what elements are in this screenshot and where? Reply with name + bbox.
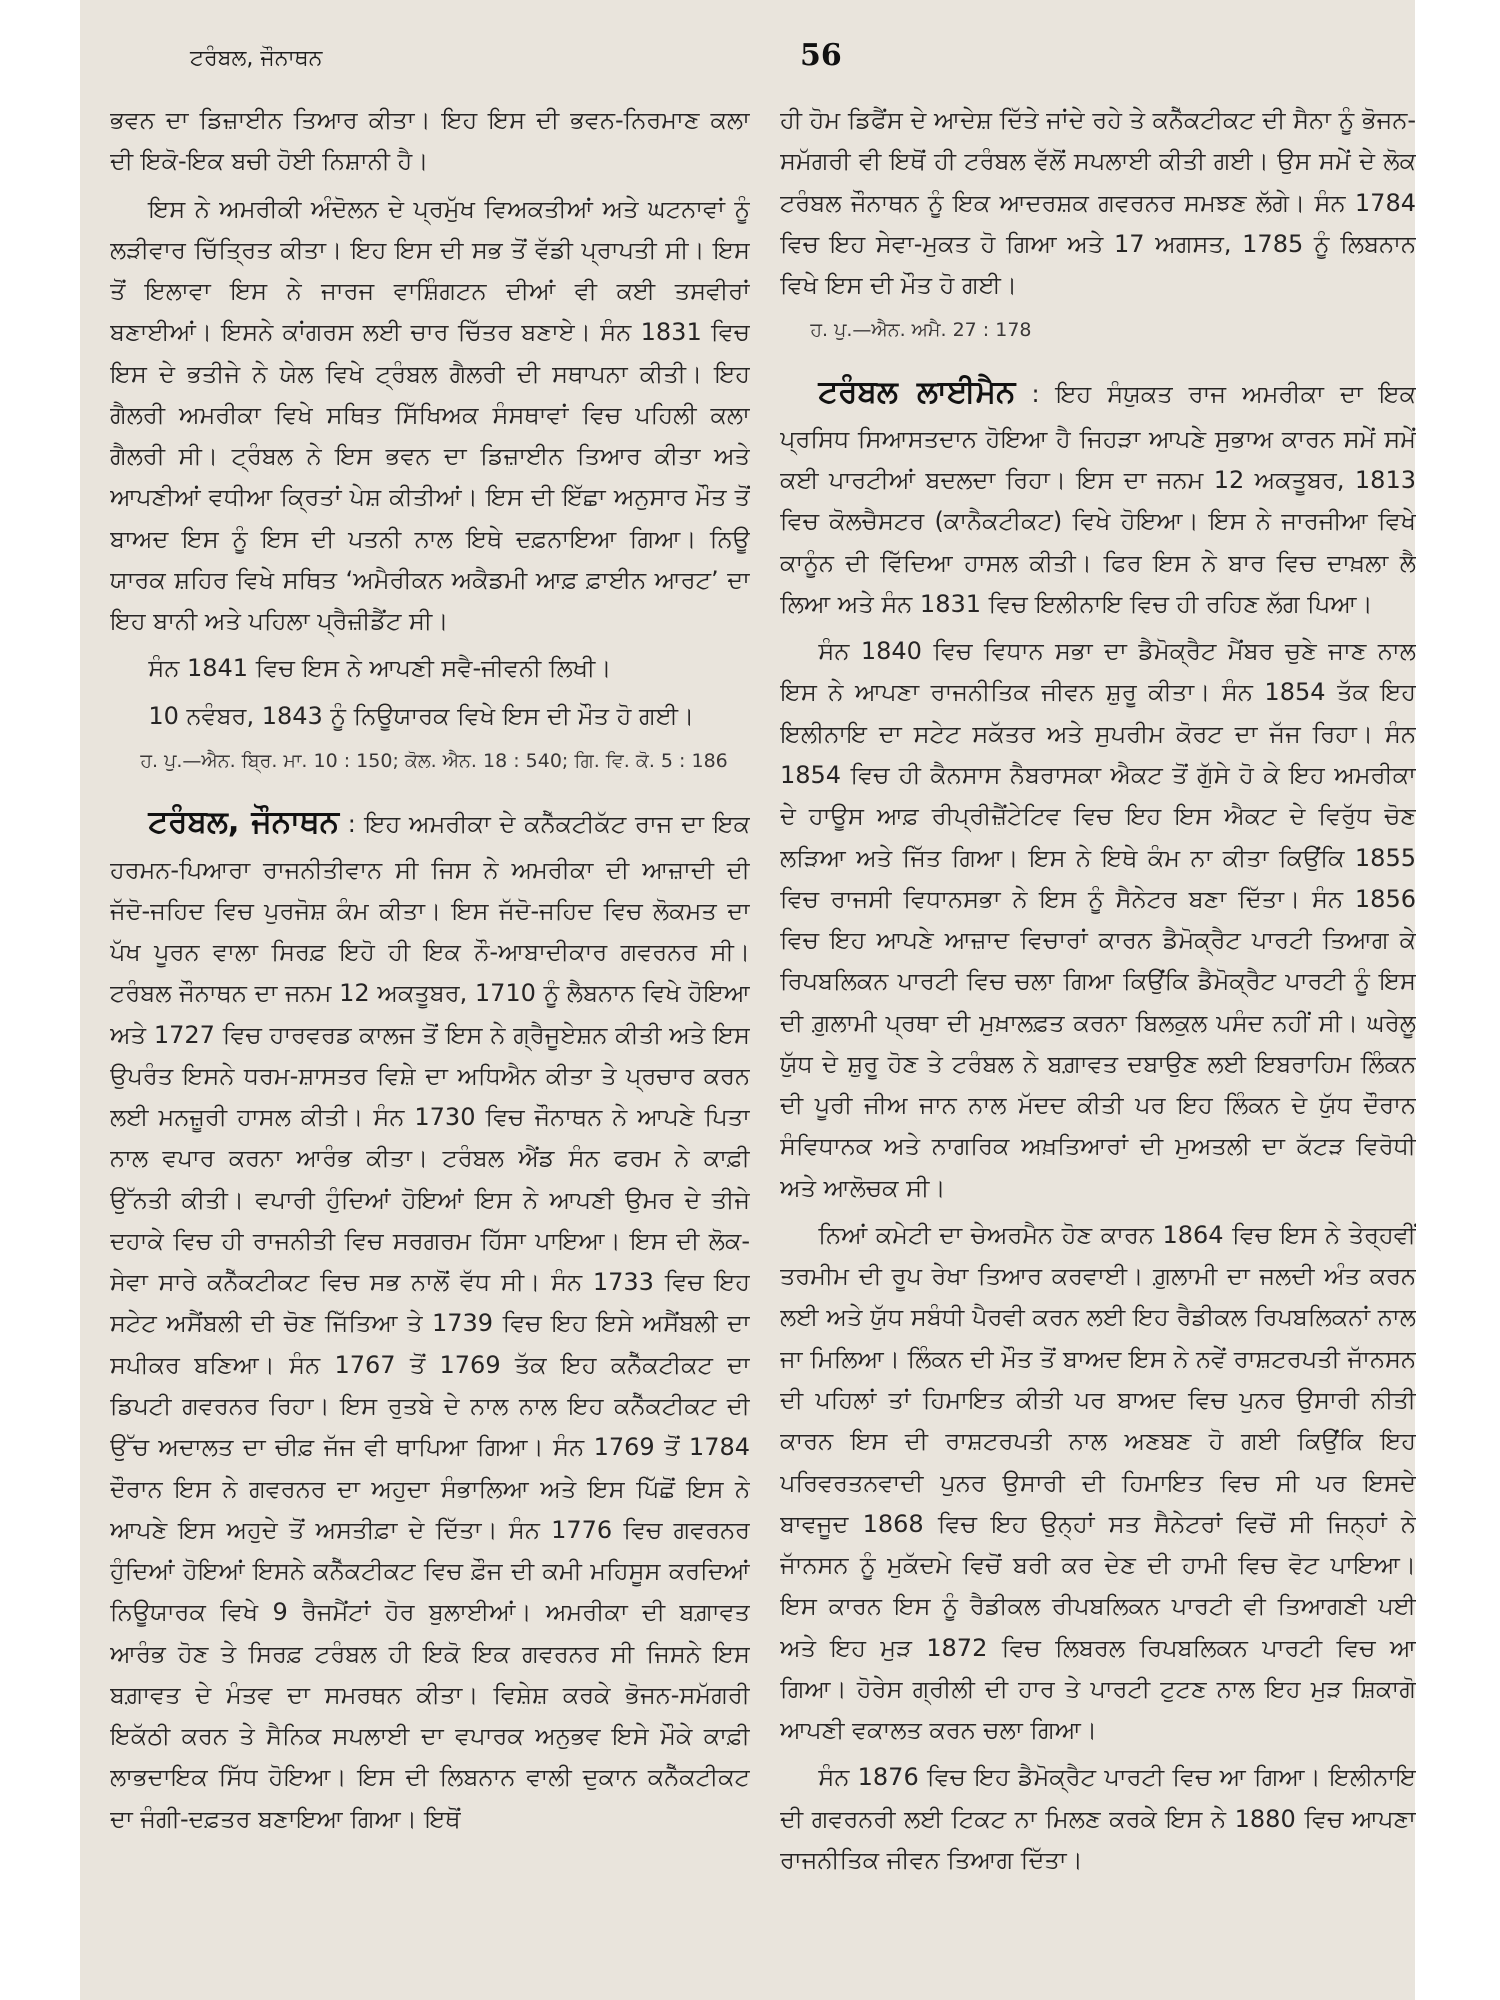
paragraph: 10 ਨਵੰਬਰ, 1843 ਨੂੰ ਨਿਊਯਾਰਕ ਵਿਖੇ ਇਸ ਦੀ ਮੌਤ ਹੋ ਗਈ। — [148, 701, 695, 730]
paragraph: ਸੰਨ 1876 ਵਿਚ ਇਹ ਡੈਮੋਕ੍ਰੈਟ ਪਾਰਟੀ ਵਿਚ ਆ ਗਿਆ। ਇਲੀਨਾਇ ਦੀ ਗਵਰਨਰੀ ਲਈ ਟਿਕਟ ਨਾ ਮਿਲਣ ਕਰਕੇ ਇਸ ਨੇ 1880 ਵਿਚ ਆਪਣਾ ਰਾਜਨੀਤਿਕ ਜੀਵਨ ਤਿਆਗ ਦਿੱਤਾ। — [780, 1763, 1416, 1874]
paragraph: ਨਿਆਂ ਕਮੇਟੀ ਦਾ ਚੇਅਰਮੈਨ ਹੋਣ ਕਾਰਨ 1864 ਵਿਚ ਇਸ ਨੇ ਤੇਰ੍ਹਵੀਂ ਤਰਮੀਮ ਦੀ ਰੂਪ ਰੇਖਾ ਤਿਆਰ ਕਰਵਾਈ। ਗ਼ੁਲਾਮੀ ਦਾ ਜਲਦੀ ਅੰਤ ਕਰਨ ਲਈ ਅਤੇ ਯੁੱਧ ਸਬੰਧੀ ਪੈਰਵੀ ਕਰਨ ਲਈ ਇਹ ਰੈਡੀਕਲ ਰਿਪਬਲਿਕਨਾਂ ਨਾਲ ਜਾ ਮਿਲਿਆ। ਲਿੰਕਨ ਦੀ ਮੌਤ ਤੋਂ ਬਾਅਦ ਇਸ ਨੇ ਨਵੇਂ ਰਾਸ਼ਟਰਪਤੀ ਜਾੱਨਸਨ ਦੀ ਪਹਿਲਾਂ ਤਾਂ ਹਿਮਾਇਤ ਕੀਤੀ ਪਰ ਬਾਅਦ ਵਿਚ ਪੁਨਰ ਉਸਾਰੀ ਨੀਤੀ ਕਾਰਨ ਇਸ ਦੀ ਰਾਸ਼ਟਰਪਤੀ ਨਾਲ ਅਣਬਣ ਹੋ ਗਈ ਕਿਉਂਕਿ ਇਹ ਪਰਿਵਰਤਨਵਾਦੀ ਪੁਨਰ ਉਸਾਰੀ ਦੀ ਹਿਮਾਇਤ ਵਿਚ ਸੀ ਪਰ ਇਸਦੇ ਬਾਵਜੂਦ 1868 ਵਿਚ ਇਹ ਉਨ੍ਹਾਂ ਸਤ ਸੈਨੇਟਰਾਂ ਵਿਚੋਂ ਸੀ ਜਿਨ੍ਹਾਂ ਨੇ ਜਾੱਨਸਨ ਨੂੰ ਮੁਕੱਦਮੇ ਵਿਚੋਂ ਬਰੀ ਕਰ ਦੇਣ ਦੀ ਹਾਮੀ ਵਿਚ ਵੋਟ ਪਾਇਆ। ਇਸ ਕਾਰਨ ਇਸ ਨੂੰ ਰੈਡੀਕਲ ਰੀਪਬਲਿਕਨ ਪਾਰਟੀ ਵੀ ਤਿਆਗਣੀ ਪਈ ਅਤੇ ਇਹ ਮੁੜ 1872 ਵਿਚ ਲਿਬਰਲ ਰਿਪਬਲਿਕਨ ਪਾਰਟੀ ਵਿਚ ਆ ਗਿਆ। ਹੋਰੇਸ ਗ੍ਰੀਲੀ ਦੀ ਹਾਰ ਤੇ ਪਾਰਟੀ ਟੁਟਣ ਨਾਲ ਇਹ ਮੁੜ ਸ਼ਿਕਾਗੋ ਆਪਣੀ ਵਕਾਲਤ ਕਰਨ ਚਲਾ ਗਿਆ। — [780, 1220, 1416, 1745]
right-column — [780, 100, 1416, 1990]
entry-headword: ਟਰੰਬਲ ਲਾਈਮੈਨ — [818, 373, 1016, 410]
entry-trumbull-jonathan — [110, 796, 750, 1840]
paragraph: ਭਵਨ ਦਾ ਡਿਜ਼ਾਈਨ ਤਿਆਰ ਕੀਤਾ। ਇਹ ਇਸ ਦੀ ਭਵਨ-ਨਿਰਮਾਣ ਕਲਾ ਦੀ ਇਕੋ-ਇਕ ਬਚੀ ਹੋਈ ਨਿਸ਼ਾਨੀ ਹੈ। — [110, 106, 750, 176]
left-column — [110, 100, 750, 1990]
reference-citation: ਹ. ਪੁ.—ਐਨ. ਅਮੈ. 27 : 178 — [810, 319, 1032, 342]
paragraph: ਸੰਨ 1840 ਵਿਚ ਵਿਧਾਨ ਸਭਾ ਦਾ ਡੈਮੋਕ੍ਰੈਟ ਮੈਂਬਰ ਚੁਣੇ ਜਾਣ ਨਾਲ ਇਸ ਨੇ ਆਪਣਾ ਰਾਜਨੀਤਿਕ ਜੀਵਨ ਸ਼ੁਰੂ ਕੀਤਾ। ਸੰਨ 1854 ਤੱਕ ਇਹ ਇਲੀਨਾਇ ਦਾ ਸਟੇਟ ਸਕੱਤਰ ਅਤੇ ਸੁਪਰੀਮ ਕੋਰਟ ਦਾ ਜੱਜ ਰਿਹਾ। ਸੰਨ 1854 ਵਿਚ ਹੀ ਕੈਨਸਾਸ ਨੈਬਰਾਸਕਾ ਐਕਟ ਤੋਂ ਗੁੱਸੇ ਹੋ ਕੇ ਇਹ ਅਮਰੀਕਾ ਦੇ ਹਾਊਸ ਆਫ਼ ਰੀਪ੍ਰੀਜ਼ੈਂਟੇਟਿਵ ਵਿਚ ਇਹ ਇਸ ਐਕਟ ਦੇ ਵਿਰੁੱਧ ਚੋਣ ਲੜਿਆ ਅਤੇ ਜਿੱਤ ਗਿਆ। ਇਸ ਨੇ ਇਥੇ ਕੰਮ ਨਾ ਕੀਤਾ ਕਿਉਂਕਿ 1855 ਵਿਚ ਰਾਜਸੀ ਵਿਧਾਨਸਭਾ ਨੇ ਇਸ ਨੂੰ ਸੈਨੇਟਰ ਬਣਾ ਦਿੱਤਾ। ਸੰਨ 1856 ਵਿਚ ਇਹ ਆਪਣੇ ਆਜ਼ਾਦ ਵਿਚਾਰਾਂ ਕਾਰਨ ਡੈਮੋਕ੍ਰੈਟ ਪਾਰਟੀ ਤਿਆਗ ਕੇ ਰਿਪਬਲਿਕਨ ਪਾਰਟੀ ਵਿਚ ਚਲਾ ਗਿਆ ਕਿਉਂਕਿ ਡੈਮੋਕ੍ਰੈਟ ਪਾਰਟੀ ਨੂੰ ਇਸ ਦੀ ਗ਼ੁਲਾਮੀ ਪ੍ਰਥਾ ਦੀ ਮੁਖ਼ਾਲਫ਼ਤ ਕਰਨਾ ਬਿਲਕੁਲ ਪਸੰਦ ਨਹੀਂ ਸੀ। ਘਰੇਲੂ ਯੁੱਧ ਦੇ ਸ਼ੁਰੂ ਹੋਣ ਤੇ ਟਰੰਬਲ ਨੇ ਬਗ਼ਾਵਤ ਦਬਾਉਣ ਲਈ ਇਬਰਾਹਿਮ ਲਿੰਕਨ ਦੀ ਪੂਰੀ ਜੀਅ ਜਾਨ ਨਾਲ ਮੱਦਦ ਕੀਤੀ ਪਰ ਇਹ ਲਿੰਕਨ ਦੇ ਯੁੱਧ ਦੌਰਾਨ ਸੰਵਿਧਾਨਕ ਅਤੇ ਨਾਗਰਿਕ ਅਖ਼ਤਿਆਰਾਂ ਦੀ ਮੁਅਤਲੀ ਦਾ ਕੱਟੜ ਵਿਰੋਧੀ ਅਤੇ ਆਲੋਚਕ ਸੀ। — [780, 637, 1416, 1202]
entry-body: : ਇਹ ਅਮਰੀਕਾ ਦੇ ਕਨੈੱਕਟੀਕੱਟ ਰਾਜ ਦਾ ਇਕ ਹਰਮਨ-ਪਿਆਰਾ ਰਾਜਨੀਤੀਵਾਨ ਸੀ ਜਿਸ ਨੇ ਅਮਰੀਕਾ ਦੀ ਆਜ਼ਾਦੀ ਦੀ ਜੱਦੋ-ਜਹਿਦ ਵਿਚ ਪੁਰਜੋਸ਼ ਕੰਮ ਕੀਤਾ। ਇਸ ਜੱਦੋ-ਜਹਿਦ ਵਿਚ ਲੋਕਮਤ ਦਾ ਪੱਖ ਪੂਰਨ ਵਾਲਾ ਸਿਰਫ਼ ਇਹੋ ਹੀ ਇਕ ਨੌ-ਆਬਾਦੀਕਾਰ ਗਵਰਨਰ ਸੀ। ਟਰੰਬਲ ਜੌਨਾਥਨ ਦਾ ਜਨਮ 12 ਅਕਤੂਬਰ, 1710 ਨੂੰ ਲੈਬਨਾਨ ਵਿਖੇ ਹੋਇਆ ਅਤੇ 1727 ਵਿਚ ਹਾਰਵਰਡ ਕਾਲਜ ਤੋਂ ਇਸ ਨੇ ਗ੍ਰੈਜੂਏਸ਼ਨ ਕੀਤੀ ਅਤੇ ਇਸ ਉਪਰੰਤ ਇਸਨੇ ਧਰਮ-ਸ਼ਾਸਤਰ ਵਿਸ਼ੇ ਦਾ ਅਧਿਐਨ ਕੀਤਾ ਤੇ ਪ੍ਰਚਾਰ ਕਰਨ ਲਈ ਮਨਜ਼ੂਰੀ ਹਾਸਲ ਕੀਤੀ। ਸੰਨ 1730 ਵਿਚ ਜੌਨਾਥਨ ਨੇ ਆਪਣੇ ਪਿਤਾ ਨਾਲ ਵਪਾਰ ਕਰਨਾ ਆਰੰਭ ਕੀਤਾ। ਟਰੰਬਲ ਐਂਡ ਸੰਨ ਫਰਮ ਨੇ ਕਾਫ਼ੀ ਉੱਨਤੀ ਕੀਤੀ। ਵਪਾਰੀ ਹੁੰਦਿਆਂ ਹੋਇਆਂ ਇਸ ਨੇ ਆਪਣੀ ਉਮਰ ਦੇ ਤੀਜੇ ਦਹਾਕੇ ਵਿਚ ਹੀ ਰਾਜਨੀਤੀ ਵਿਚ ਸਰਗਰਮ ਹਿੱਸਾ ਪਾਇਆ। ਇਸ ਦੀ ਲੋਕ-ਸੇਵਾ ਸਾਰੇ ਕਨੈੱਕਟੀਕਟ ਵਿਚ ਸਭ ਨਾਲੋਂ ਵੱਧ ਸੀ। ਸੰਨ 1733 ਵਿਚ ਇਹ ਸਟੇਟ ਅਸੈਂਬਲੀ ਦੀ ਚੋਣ ਜਿੱਤਿਆ ਤੇ 1739 ਵਿਚ ਇਹ ਇਸੇ ਅਸੈਂਬਲੀ ਦਾ ਸਪੀਕਰ ਬਣਿਆ। ਸੰਨ 1767 ਤੋਂ 1769 ਤੱਕ ਇਹ ਕਨੈੱਕਟੀਕਟ ਦਾ ਡਿਪਟੀ ਗਵਰਨਰ ਰਿਹਾ। ਇਸ ਰੁਤਬੇ ਦੇ ਨਾਲ ਨਾਲ ਇਹ ਕਨੈੱਕਟੀਕਟ ਦੀ ਉੱਚ ਅਦਾਲਤ ਦਾ ਚੀਫ਼ ਜੱਜ ਵੀ ਥਾਪਿਆ ਗਿਆ। ਸੰਨ 1769 ਤੋਂ 1784 ਦੌਰਾਨ ਇਸ ਨੇ ਗਵਰਨਰ ਦਾ ਅਹੁਦਾ ਸੰਭਾਲਿਆ ਅਤੇ ਇਸ ਪਿੱਛੋਂ ਇਸ ਨੇ ਆਪਣੇ ਇਸ ਅਹੁਦੇ ਤੋਂ ਅਸਤੀਫ਼ਾ ਦੇ ਦਿੱਤਾ। ਸੰਨ 1776 ਵਿਚ ਗਵਰਨਰ ਹੁੰਦਿਆਂ ਹੋਇਆਂ ਇਸਨੇ ਕਨੈੱਕਟੀਕਟ ਵਿਚ ਫ਼ੌਜ ਦੀ ਕਮੀ ਮਹਿਸੂਸ ਕਰਦਿਆਂ ਨਿਊਯਾਰਕ ਵਿਖੇ 9 ਰੈਜਮੈਂਟਾਂ ਹੋਰ ਬੁਲਾਈਆਂ। ਅਮਰੀਕਾ ਦੀ ਬਗ਼ਾਵਤ ਆਰੰਭ ਹੋਣ ਤੇ ਸਿਰਫ਼ ਟਰੰਬਲ ਹੀ ਇਕੋ ਇਕ ਗਵਰਨਰ ਸੀ ਜਿਸਨੇ ਇਸ ਬਗ਼ਾਵਤ ਦੇ ਮੰਤਵ ਦਾ ਸਮਰਥਨ ਕੀਤਾ। ਵਿਸ਼ੇਸ਼ ਕਰਕੇ ਭੋਜਨ-ਸਮੱਗਰੀ ਇਕੱਠੀ ਕਰਨ ਤੇ ਸੈਨਿਕ ਸਪਲਾਈ ਦਾ ਵਪਾਰਕ ਅਨੁਭਵ ਇਸੇ ਮੌਕੇ ਕਾਫ਼ੀ ਲਾਭਦਾਇਕ ਸਿੱਧ ਹੋਇਆ। ਇਸ ਦੀ ਲਿਬਨਾਨ ਵਾਲੀ ਦੁਕਾਨ ਕਨੈੱਕਟੀਕਟ ਦਾ ਜੰਗੀ-ਦਫ਼ਤਰ ਬਣਾਇਆ ਗਿਆ। ਇਥੋਂ — [110, 810, 750, 1833]
paragraph: ਇਸ ਨੇ ਅਮਰੀਕੀ ਅੰਦੋਲਨ ਦੇ ਪ੍ਰਮੁੱਖ ਵਿਅਕਤੀਆਂ ਅਤੇ ਘਟਨਾਵਾਂ ਨੂੰ ਲੜੀਵਾਰ ਚਿੱਤ੍ਰਿਤ ਕੀਤਾ। ਇਹ ਇਸ ਦੀ ਸਭ ਤੋਂ ਵੱਡੀ ਪ੍ਰਾਪਤੀ ਸੀ। ਇਸ ਤੋਂ ਇਲਾਵਾ ਇਸ ਨੇ ਜਾਰਜ ਵਾਸ਼ਿੰਗਟਨ ਦੀਆਂ ਵੀ ਕਈ ਤਸਵੀਰਾਂ ਬਣਾਈਆਂ। ਇਸਨੇ ਕਾਂਗਰਸ ਲਈ ਚਾਰ ਚਿੱਤਰ ਬਣਾਏ। ਸੰਨ 1831 ਵਿਚ ਇਸ ਦੇ ਭਤੀਜੇ ਨੇ ਯੇਲ ਵਿਖੇ ਟ੍ਰੰਬਲ ਗੈਲਰੀ ਦੀ ਸਥਾਪਨਾ ਕੀਤੀ। ਇਹ ਗੈਲਰੀ ਅਮਰੀਕਾ ਵਿਖੇ ਸਥਿਤ ਸਿੱਖਿਅਕ ਸੰਸਥਾਵਾਂ ਵਿਚ ਪਹਿਲੀ ਕਲਾ ਗੈਲਰੀ ਸੀ। ਟ੍ਰੰਬਲ ਨੇ ਇਸ ਭਵਨ ਦਾ ਡਿਜ਼ਾਈਨ ਤਿਆਰ ਕੀਤਾ ਅਤੇ ਆਪਣੀਆਂ ਵਧੀਆ ਕ੍ਰਿਤਾਂ ਪੇਸ਼ ਕੀਤੀਆਂ। ਇਸ ਦੀ ਇੱਛਾ ਅਨੁਸਾਰ ਮੌਤ ਤੋਂ ਬਾਅਦ ਇਸ ਨੂੰ ਇਸ ਦੀ ਪਤਨੀ ਨਾਲ ਇਥੇ ਦਫ਼ਨਾਇਆ ਗਿਆ। ਨਿਊ ਯਾਰਕ ਸ਼ਹਿਰ ਵਿਖੇ ਸਥਿਤ ‘ਅਮੈਰੀਕਨ ਅਕੈਡਮੀ ਆਫ਼ ਫ਼ਾਈਨ ਆਰਟ’ ਦਾ ਇਹ ਬਾਨੀ ਅਤੇ ਪਹਿਲਾ ਪ੍ਰੈਜ਼ੀਡੈਂਟ ਸੀ। — [110, 194, 750, 636]
paragraph: ਸੰਨ 1841 ਵਿਚ ਇਸ ਨੇ ਆਪਣੀ ਸਵੈ-ਜੀਵਨੀ ਲਿਖੀ। — [148, 654, 612, 683]
entry-body: : ਇਹ ਸੰਯੁਕਤ ਰਾਜ ਅਮਰੀਕਾ ਦਾ ਇਕ ਪ੍ਰਸਿਧ ਸਿਆਸਤਦਾਨ ਹੋਇਆ ਹੈ ਜਿਹੜਾ ਆਪਣੇ ਸੁਭਾਅ ਕਾਰਨ ਸਮੇਂ ਸਮੇਂ ਕਈ ਪਾਰਟੀਆਂ ਬਦਲਦਾ ਰਿਹਾ। ਇਸ ਦਾ ਜਨਮ 12 ਅਕਤੂਬਰ, 1813 ਵਿਚ ਕੋਲਚੈਸਟਰ (ਕਾਨੈਕਟੀਕਟ) ਵਿਖੇ ਹੋਇਆ। ਇਸ ਨੇ ਜਾਰਜੀਆ ਵਿਖੇ ਕਾਨੂੰਨ ਦੀ ਵਿੱਦਿਆ ਹਾਸਲ ਕੀਤੀ। ਫਿਰ ਇਸ ਨੇ ਬਾਰ ਵਿਚ ਦਾਖ਼ਲਾ ਲੈ ਲਿਆ ਅਤੇ ਸੰਨ 1831 ਵਿਚ ਇਲੀਨਾਇ ਵਿਚ ਹੀ ਰਹਿਣ ਲੱਗ ਪਿਆ। — [780, 379, 1416, 618]
reference-citation: ਹ. ਪੁ.—ਐਨ. ਬ੍ਰਿ. ਮਾ. 10 : 150; ਕੋਲ. ਐਨ. 18 : 540; ਗਿ. ਵਿ. ਕੋ. 5 : 186 — [140, 749, 728, 772]
running-head: ਟਰੰਬਲ, ਜੌਨਾਥਨ — [190, 46, 323, 71]
entry-headword: ਟਰੰਬਲ, ਜੌਨਾਥਨ — [148, 804, 340, 841]
entry-trumbull-lyman — [780, 366, 1416, 626]
page-number: 56 — [800, 38, 842, 73]
paragraph: ਹੀ ਹੋਮ ਡਿਫੈਂਸ ਦੇ ਆਦੇਸ਼ ਦਿੱਤੇ ਜਾਂਦੇ ਰਹੇ ਤੇ ਕਨੈੱਕਟੀਕਟ ਦੀ ਸੈਨਾ ਨੂੰ ਭੋਜਨ-ਸਮੱਗਰੀ ਵੀ ਇਥੋਂ ਹੀ ਟਰੰਬਲ ਵੱਲੋਂ ਸਪਲਾਈ ਕੀਤੀ ਗਈ। ਉਸ ਸਮੇਂ ਦੇ ਲੋਕ ਟਰੰਬਲ ਜੌਨਾਥਨ ਨੂੰ ਇਕ ਆਦਰਸ਼ਕ ਗਵਰਨਰ ਸਮਝਣ ਲੱਗੇ। ਸੰਨ 1784 ਵਿਚ ਇਹ ਸੇਵਾ-ਮੁਕਤ ਹੋ ਗਿਆ ਅਤੇ 17 ਅਗਸਤ, 1785 ਨੂੰ ਲਿਬਨਾਨ ਵਿਖੇ ਇਸ ਦੀ ਮੌਤ ਹੋ ਗਈ। — [780, 106, 1416, 300]
